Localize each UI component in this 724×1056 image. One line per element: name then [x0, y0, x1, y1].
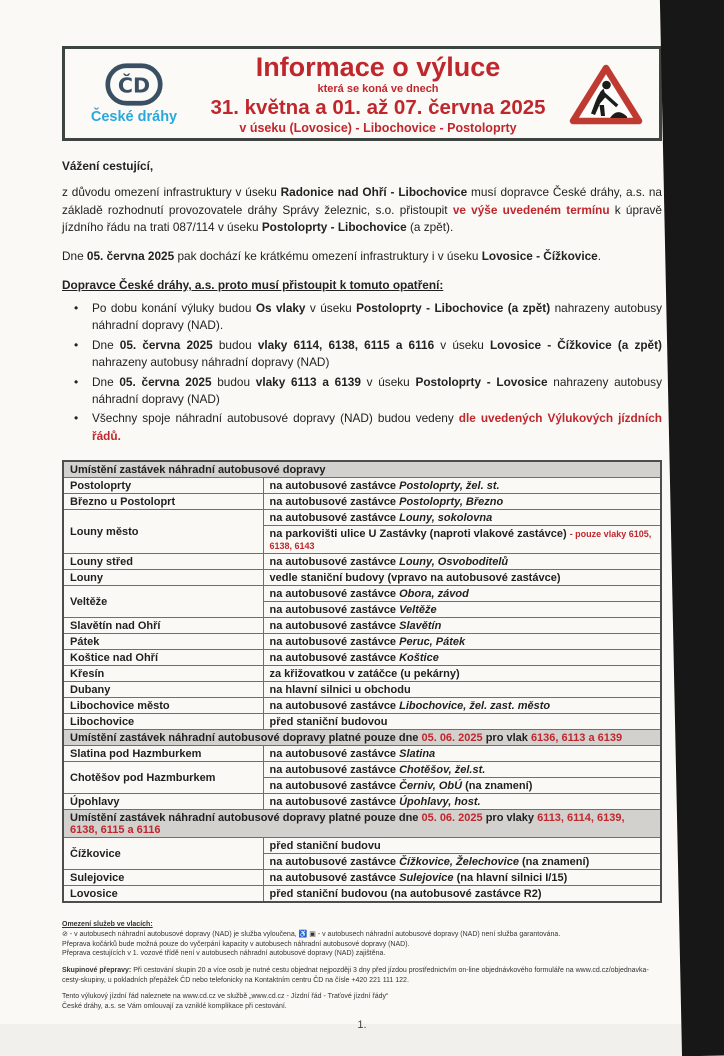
header-subtitle: která se koná ve dnech	[317, 83, 439, 96]
table-row	[63, 666, 661, 682]
text-run: Os vlaky	[255, 300, 306, 315]
stop-location-cell	[263, 602, 661, 618]
footnote-line	[62, 949, 662, 959]
text-run: Radonice nad Ohří - Libochovice	[280, 185, 468, 199]
cd-logo	[75, 62, 193, 125]
station-cell: Koštice nad Ohří	[63, 650, 263, 666]
text-run: vlaky 6114, 6138, 6115 a 6116	[257, 337, 435, 352]
text-run: vlaky 6113 a 6139	[255, 374, 361, 389]
text-run: Postoloprty, žel. st.	[399, 479, 500, 492]
intro-paragraph	[62, 184, 662, 237]
text-run: na autobusové zastávce	[269, 699, 400, 712]
table-row	[63, 746, 661, 762]
text-run: před staniční budovou (na autobusové zastávce R2)	[269, 887, 542, 900]
stop-location-cell	[263, 510, 661, 526]
closure-dates: 31. května a 01. až 07. června 2025	[210, 95, 546, 119]
text-run: na autobusové zastávce	[269, 763, 400, 776]
text-run: - pouze vlaky 6105, 6138, 6143	[269, 528, 652, 551]
text-run: Dne	[92, 374, 120, 389]
station-cell: Slatina pod Hazmburkem	[63, 746, 263, 762]
text-run: nahrazeny autobusy náhradní dopravy (NAD)	[92, 355, 330, 370]
table-row	[63, 618, 661, 634]
stop-location-cell	[263, 870, 661, 886]
table-section-row	[63, 810, 661, 838]
text-run: na autobusové zastávce	[269, 855, 400, 868]
stop-location-cell	[263, 886, 661, 903]
text-run: 6136, 6113 a 6139	[530, 731, 623, 744]
station-cell: Čížkovice	[63, 838, 263, 870]
table-row	[63, 838, 661, 854]
station-cell: Lovosice	[63, 886, 263, 903]
station-cell: Dubany	[63, 682, 263, 698]
table-row	[63, 554, 661, 570]
document-content	[62, 46, 662, 1031]
text-run: na parkovišti ulice U Zastávky (naproti vlakové zastávce)	[269, 527, 570, 540]
text-run: na autobusové zastávce	[269, 619, 400, 632]
stop-location-cell	[263, 478, 661, 494]
stop-location-cell	[263, 778, 661, 794]
text-run: Koštice	[399, 651, 439, 664]
text-run: v úseku	[305, 300, 357, 315]
measures-list	[62, 300, 662, 446]
text-run: Peruc, Pátek	[399, 635, 466, 648]
text-run: Všechny spoje náhradní autobusové dopravy (NAD) budou vedeny	[92, 411, 459, 426]
text-run: pro vlak	[482, 731, 531, 744]
text-run: Umístění zastávek náhradní autobusové dopravy platné pouze dne	[70, 811, 422, 824]
footnote-group	[62, 992, 662, 1011]
text-run: Dne	[62, 249, 87, 264]
station-cell: Slavětín nad Ohří	[63, 618, 263, 634]
footnote-line	[62, 940, 662, 950]
header	[62, 46, 662, 141]
salutation: Vážení cestující,	[62, 159, 154, 173]
footnote-line	[62, 1002, 662, 1012]
text-run: Louny, Osvoboditelů	[399, 555, 509, 568]
text-run: 05. června 2025	[119, 374, 212, 389]
text-run: Slavětín	[399, 619, 442, 632]
text-run: Libochovice, žel. zast. město	[399, 699, 551, 712]
stop-location-cell	[263, 762, 661, 778]
second-paragraph	[62, 248, 662, 266]
footnotes	[62, 920, 662, 1011]
text-run: Přeprava cestujících v 1. vozové třídě není v autobusech náhradní autobusové dopravy (NAD) zajištěna.	[62, 950, 386, 958]
cd-logo-icon	[104, 62, 164, 107]
table-row	[63, 478, 661, 494]
text-run: Veltěže	[399, 603, 437, 616]
station-cell: Louny	[63, 570, 263, 586]
table-row	[63, 794, 661, 810]
table-section-header	[63, 810, 661, 838]
table-row	[63, 762, 661, 778]
station-cell: Libochovice město	[63, 698, 263, 714]
text-run: .	[597, 249, 602, 264]
table-row	[63, 570, 661, 586]
text-run: před staniční budovu	[269, 839, 381, 852]
stop-location-cell	[263, 618, 661, 634]
text-run: 05. června 2025	[86, 249, 175, 264]
footnote-line	[62, 992, 662, 1002]
text-run: České dráhy, a.s. se Vám omlouvají za vzniklé komplikace při cestování.	[62, 1002, 287, 1010]
text-run: Po dobu konání výluky budou	[92, 300, 256, 315]
text-run: Obora, závod	[399, 587, 469, 600]
stop-location-cell	[263, 854, 661, 870]
text-run: před staniční budovou	[269, 715, 388, 728]
text-run: 05. 06. 2025	[421, 811, 483, 824]
stop-location-cell	[263, 494, 661, 510]
text-run: 05. června 2025	[119, 337, 213, 352]
measures-heading: Dopravce České dráhy, a.s. proto musí přistoupit k tomuto opatření:	[62, 277, 444, 292]
text-run: ve výše uvedeném termínu	[452, 202, 610, 217]
stop-location-cell	[263, 570, 661, 586]
text-run: k úpravě jízdního řádu na trati 087/114 v úseku	[62, 202, 662, 235]
table-row	[63, 714, 661, 730]
text-run: za křižovatkou v zatáčce (u pekárny)	[269, 667, 460, 680]
bus-stop-table	[62, 460, 662, 903]
text-run: pak dochází ke krátkému omezení infrastruktury i v úseku	[174, 249, 482, 264]
text-run: Umístění zastávek náhradní autobusové dopravy	[70, 463, 326, 476]
station-cell: Březno u Postoloprt	[63, 494, 263, 510]
text-run: Sulejovice	[399, 871, 454, 884]
table-row	[63, 886, 661, 903]
text-run: 6113, 6114, 6139, 6138, 6115 a 6116	[70, 811, 625, 836]
stop-location-cell	[263, 698, 661, 714]
text-run: Louny, sokolovna	[399, 511, 493, 524]
footnote-line	[62, 920, 662, 930]
stop-location-cell	[263, 838, 661, 854]
text-run: Úpohlavy, host.	[399, 795, 481, 808]
stop-location-cell	[263, 714, 661, 730]
stop-location-cell	[263, 586, 661, 602]
station-cell: Postoloprty	[63, 478, 263, 494]
text-run: (a zpět).	[406, 220, 454, 235]
footnote-group	[62, 920, 662, 959]
stop-location-cell	[263, 634, 661, 650]
table-row	[63, 682, 661, 698]
station-cell: Louny střed	[63, 554, 263, 570]
station-cell: Sulejovice	[63, 870, 263, 886]
text-run: na autobusové zastávce	[269, 635, 400, 648]
text-run: (na znamení)	[518, 855, 590, 868]
stop-location-cell	[263, 554, 661, 570]
stop-location-cell	[263, 650, 661, 666]
text-run: Umístění zastávek náhradní autobusové dopravy platné pouze dne	[70, 731, 422, 744]
text-run: budou	[211, 374, 256, 389]
text-run: na autobusové zastávce	[269, 779, 400, 792]
text-run: na hlavní silnici u obchodu	[269, 683, 411, 696]
text-run: na autobusové zastávce	[269, 651, 400, 664]
text-run: Lovosice - Čížkovice (a zpět)	[489, 337, 662, 352]
footnote-line	[62, 966, 662, 985]
text-run: pro vlaky	[482, 811, 538, 824]
table-section-header	[63, 730, 661, 746]
station-cell: Libochovice	[63, 714, 263, 730]
table-row	[63, 494, 661, 510]
bullet-item	[62, 410, 662, 445]
text-run: vedle staniční budovy (vpravo na autobusové zastávce)	[269, 571, 561, 584]
text-run: Skupinové přepravy:	[62, 967, 132, 974]
text-run: musí dopravce České dráhy, a.s. na základě rozhodnutí provozovatele dráhy Správy železnic, s.o. přistoupit	[62, 185, 662, 217]
bullet-item	[62, 300, 662, 335]
text-run: Při cestování skupin 20 a více osob je nutné cestu objednat nejpozději 3 dny před jízdou prostřednictvím on-line objednávkového formuláře na www.cd.cz/objednavka-cesty-skupiny, u pokladních přepážek ČD nebo telefonicky na Kontaktním centru ČD na čísle +420 221 111 122.	[62, 967, 649, 984]
table-section-row	[63, 730, 661, 746]
bullet-item	[62, 337, 662, 372]
text-run: z důvodu omezení infrastruktury v úseku	[62, 185, 281, 199]
text-run: (na hlavní silnici I/15)	[453, 871, 568, 884]
footnote-line	[62, 930, 662, 940]
text-run: na autobusové zastávce	[269, 603, 400, 616]
stop-location-cell	[263, 794, 661, 810]
header-titles	[193, 52, 563, 135]
stop-location-cell	[263, 682, 661, 698]
table-section-header	[63, 461, 661, 478]
page-title: Informace o výluce	[255, 52, 501, 83]
stop-location-cell	[263, 746, 661, 762]
text-run: na autobusové zastávce	[269, 587, 400, 600]
text-run: na autobusové zastávce	[269, 511, 400, 524]
text-run: Postoloprty - Libochovice	[261, 220, 407, 235]
text-run: Lovosice - Čížkovice	[481, 249, 598, 264]
text-run: na autobusové zastávce	[269, 495, 400, 508]
text-run: Přeprava kočárků bude možná pouze do vyčerpání kapacity v autobusech náhradní autobusové dopravy (NAD).	[62, 940, 410, 948]
text-run: (na znamení)	[462, 779, 533, 792]
table-row	[63, 698, 661, 714]
station-cell: Veltěže	[63, 586, 263, 618]
svg-text:ČD: ČD	[117, 73, 151, 98]
text-run: na autobusové zastávce	[269, 871, 400, 884]
text-run: Dne	[92, 337, 120, 352]
text-run: Postoloprty - Libochovice (a zpět)	[356, 300, 551, 315]
text-run: Postoloprty - Lovosice	[415, 374, 548, 389]
brand-name: České dráhy	[90, 109, 178, 125]
text-run: v úseku	[434, 337, 490, 352]
text-run: Čížkovice, Želechovice	[399, 855, 519, 868]
text-run: Postoloprty, Březno	[399, 495, 504, 508]
text-run: nahrazeny autobusy náhradní dopravy (NAD).	[92, 300, 662, 333]
text-run: nahrazeny autobusy náhradní dopravy (NAD)	[92, 374, 662, 407]
text-run: budou	[212, 337, 258, 352]
table-section-row	[63, 461, 661, 478]
text-run: Slatina	[399, 747, 436, 760]
text-run: na autobusové zastávce	[269, 479, 400, 492]
station-cell: Úpohlavy	[63, 794, 263, 810]
station-cell: Pátek	[63, 634, 263, 650]
text-run: Tento výlukový jízdní řád naleznete na www.cd.cz ve službě „www.cd.cz - Jízdní řád - Traťové jízdní řády“	[62, 993, 389, 1001]
text-run: 05. 06. 2025	[421, 731, 483, 744]
text-run: Chotěšov, žel.st.	[399, 763, 486, 776]
text-run: na autobusové zastávce	[269, 747, 400, 760]
table-row	[63, 586, 661, 602]
page-number: 1.	[357, 1018, 367, 1031]
text-run: dle uvedených Výlukových jízdních řádů.	[92, 411, 662, 443]
text-run: na autobusové zastávce	[269, 555, 400, 568]
roadworks-warning-icon	[569, 61, 643, 127]
table-row	[63, 634, 661, 650]
text-run: Černiv, ObÚ	[399, 779, 463, 792]
stop-location-cell	[263, 526, 661, 554]
stop-location-cell	[263, 666, 661, 682]
table-row	[63, 650, 661, 666]
closure-route: v úseku (Lovosice) - Libochovice - Postoloprty	[239, 120, 517, 135]
station-cell: Křesín	[63, 666, 263, 682]
table-row	[63, 510, 661, 526]
footnote-group	[62, 966, 662, 985]
roadworks-sign	[563, 61, 649, 127]
text-run: ⊘ - v autobusech náhradní autobusové dopravy (NAD) je služba vyloučena, ♿ ▣ - v autobusech náhradní autobusové dopravy (NAD) není služba garantována.	[62, 931, 561, 939]
text-run: Omezení služeb ve vlacích:	[62, 921, 153, 929]
scan-edge-artifact	[659, 0, 724, 1056]
station-cell: Louny město	[63, 510, 263, 554]
bullet-item	[62, 374, 662, 409]
table-row	[63, 870, 661, 886]
text-run: na autobusové zastávce	[269, 795, 400, 808]
station-cell: Chotěšov pod Hazmburkem	[63, 762, 263, 794]
text-run: v úseku	[360, 374, 416, 389]
